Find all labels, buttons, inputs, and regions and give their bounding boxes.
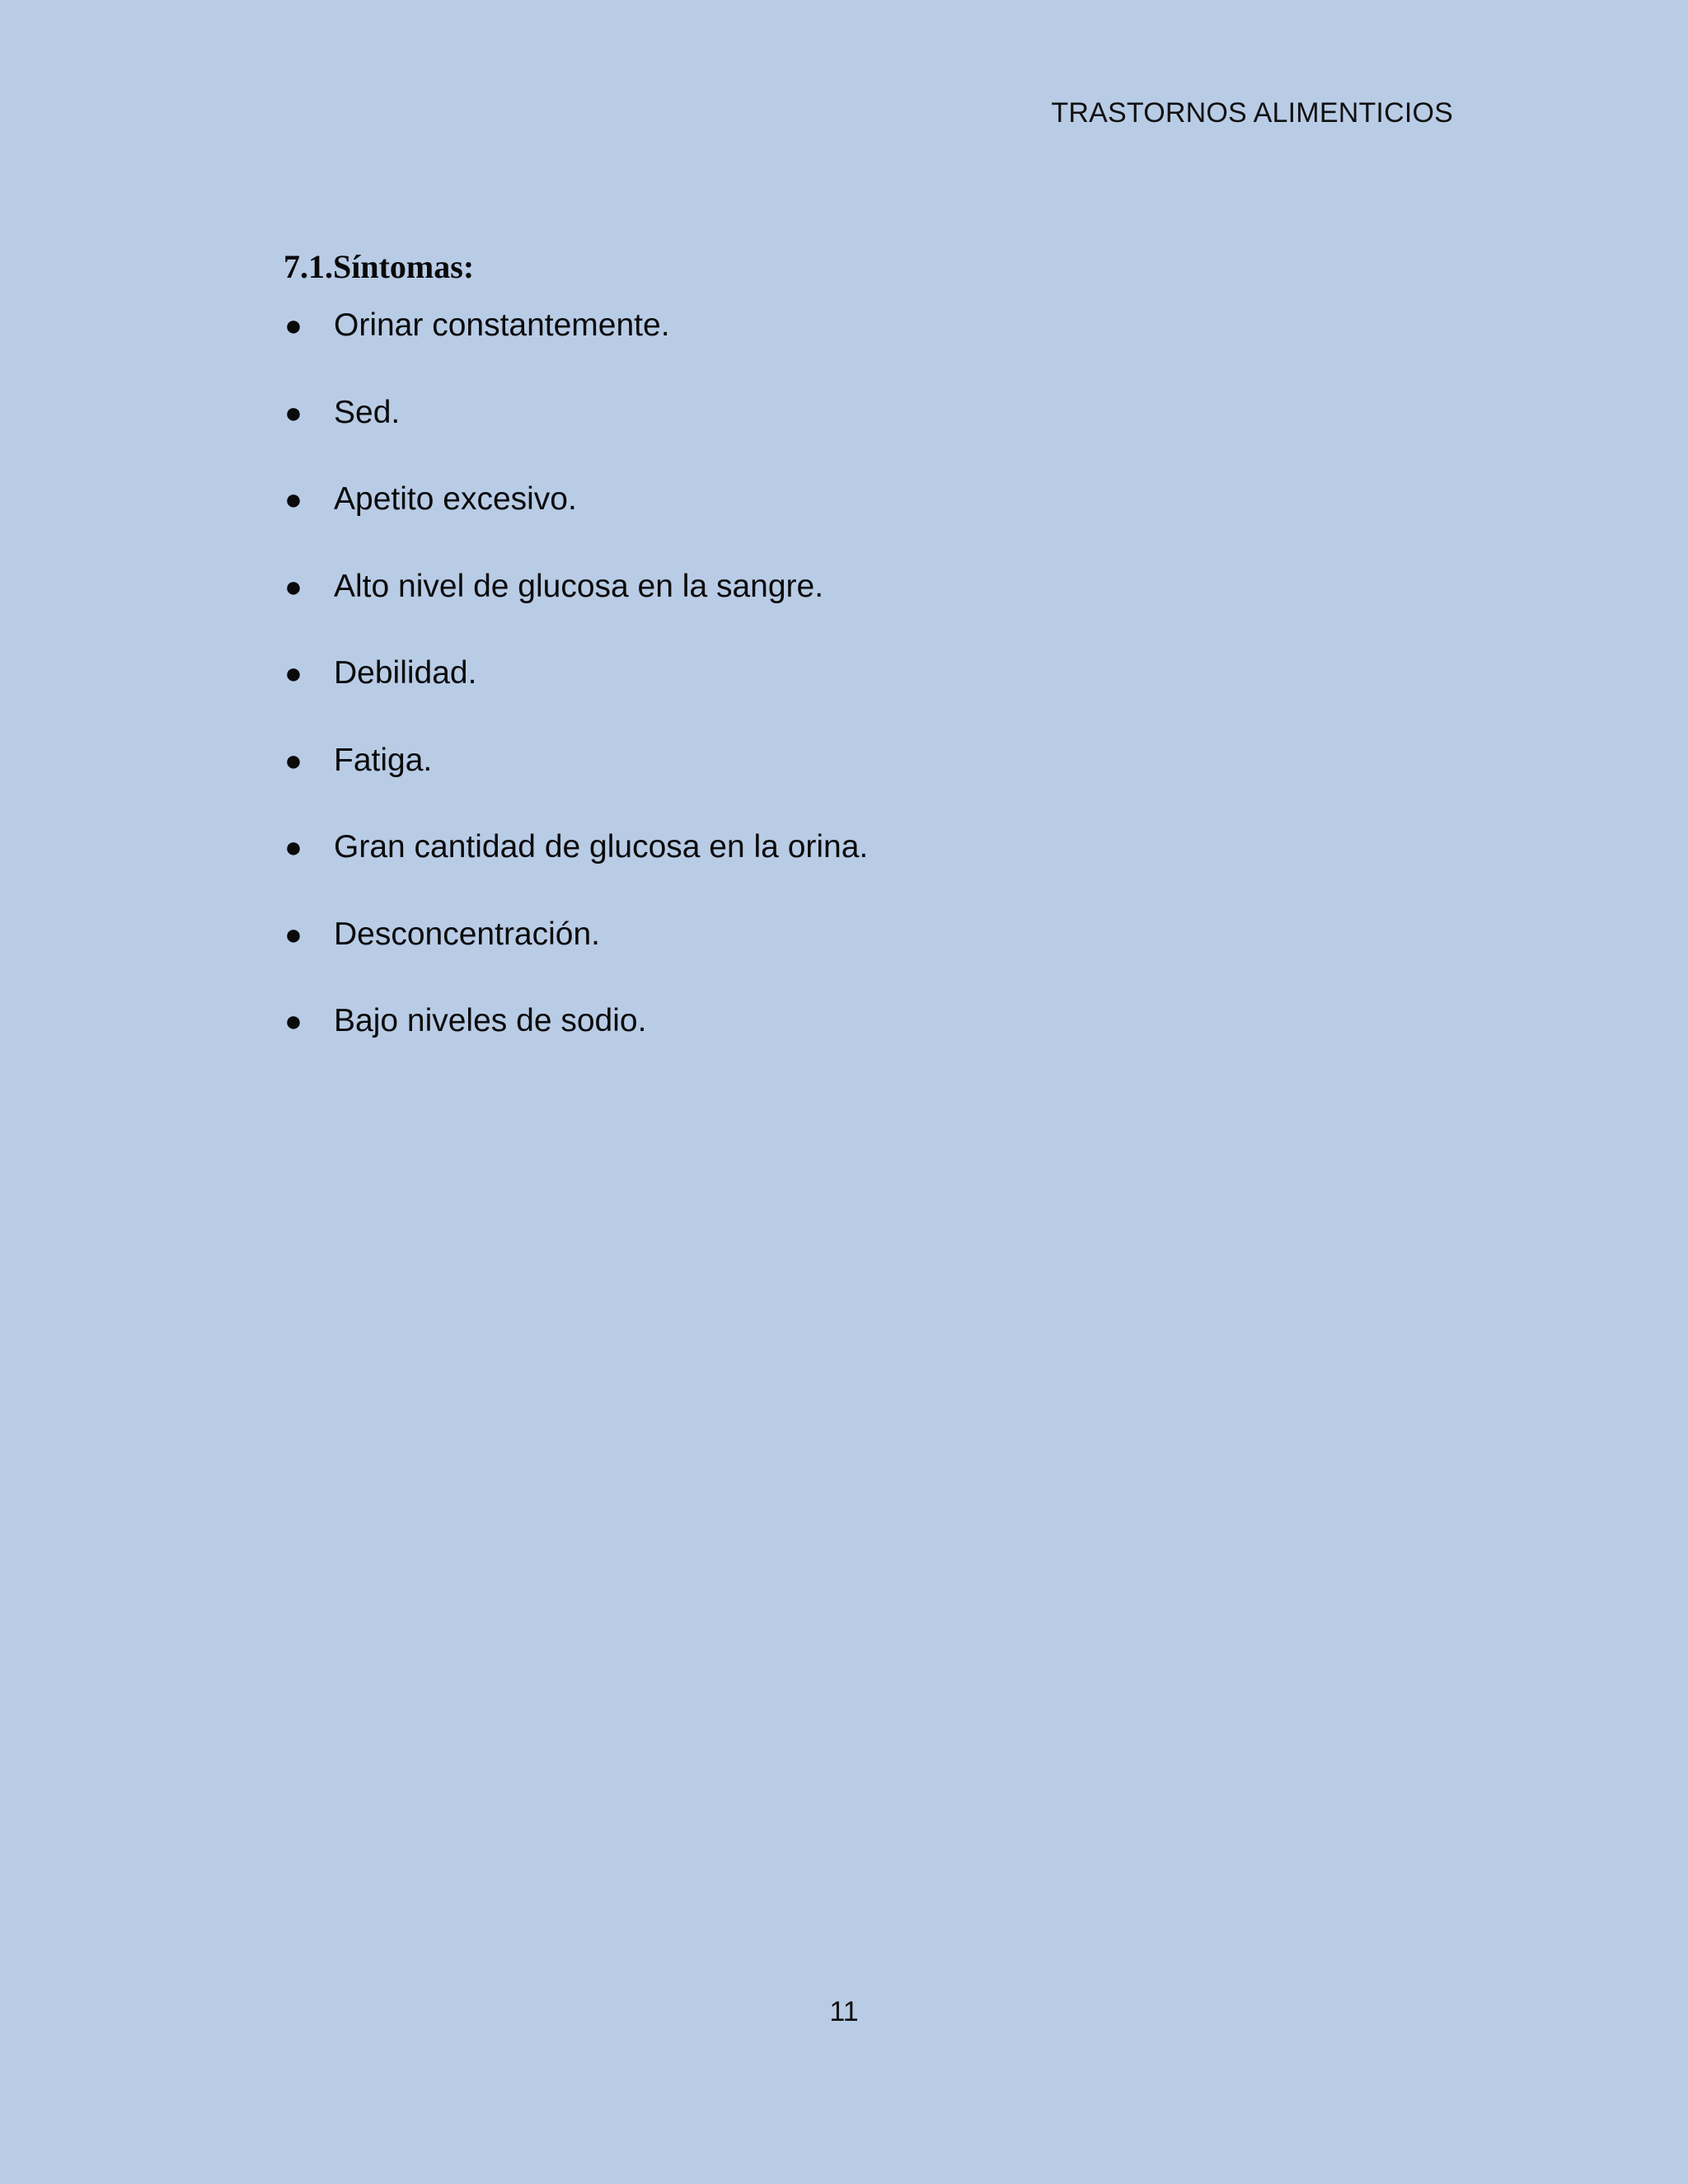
bullet-icon: ● (284, 395, 302, 429)
list-item-label: Bajo niveles de sodio. (334, 1003, 647, 1038)
list-item-label: Apetito excesivo. (334, 481, 577, 517)
bullet-icon: ● (284, 308, 302, 342)
bullet-icon: ● (284, 916, 302, 951)
bullet-icon: ● (284, 656, 302, 690)
running-header: TRASTORNOS ALIMENTICIOS (1051, 97, 1453, 129)
page-number: 11 (829, 1996, 859, 2027)
bullet-icon: ● (284, 482, 302, 516)
bullet-icon: ● (284, 830, 302, 864)
list-item-label: Sed. (334, 394, 401, 430)
list-item-label: Gran cantidad de glucosa en la orina. (334, 829, 869, 865)
bullet-icon: ● (284, 743, 302, 777)
list-item-label: Fatiga. (334, 742, 433, 778)
list-item-label: Orinar constantemente. (334, 307, 670, 343)
bullet-icon: ● (284, 569, 302, 603)
list-item-label: Debilidad. (334, 655, 477, 691)
section-heading: 7.1.Síntomas: (284, 248, 475, 285)
bullet-icon: ● (284, 1004, 302, 1038)
list-item-label: Alto nivel de glucosa en la sangre. (334, 568, 824, 604)
list-item-label: Desconcentración. (334, 916, 601, 952)
